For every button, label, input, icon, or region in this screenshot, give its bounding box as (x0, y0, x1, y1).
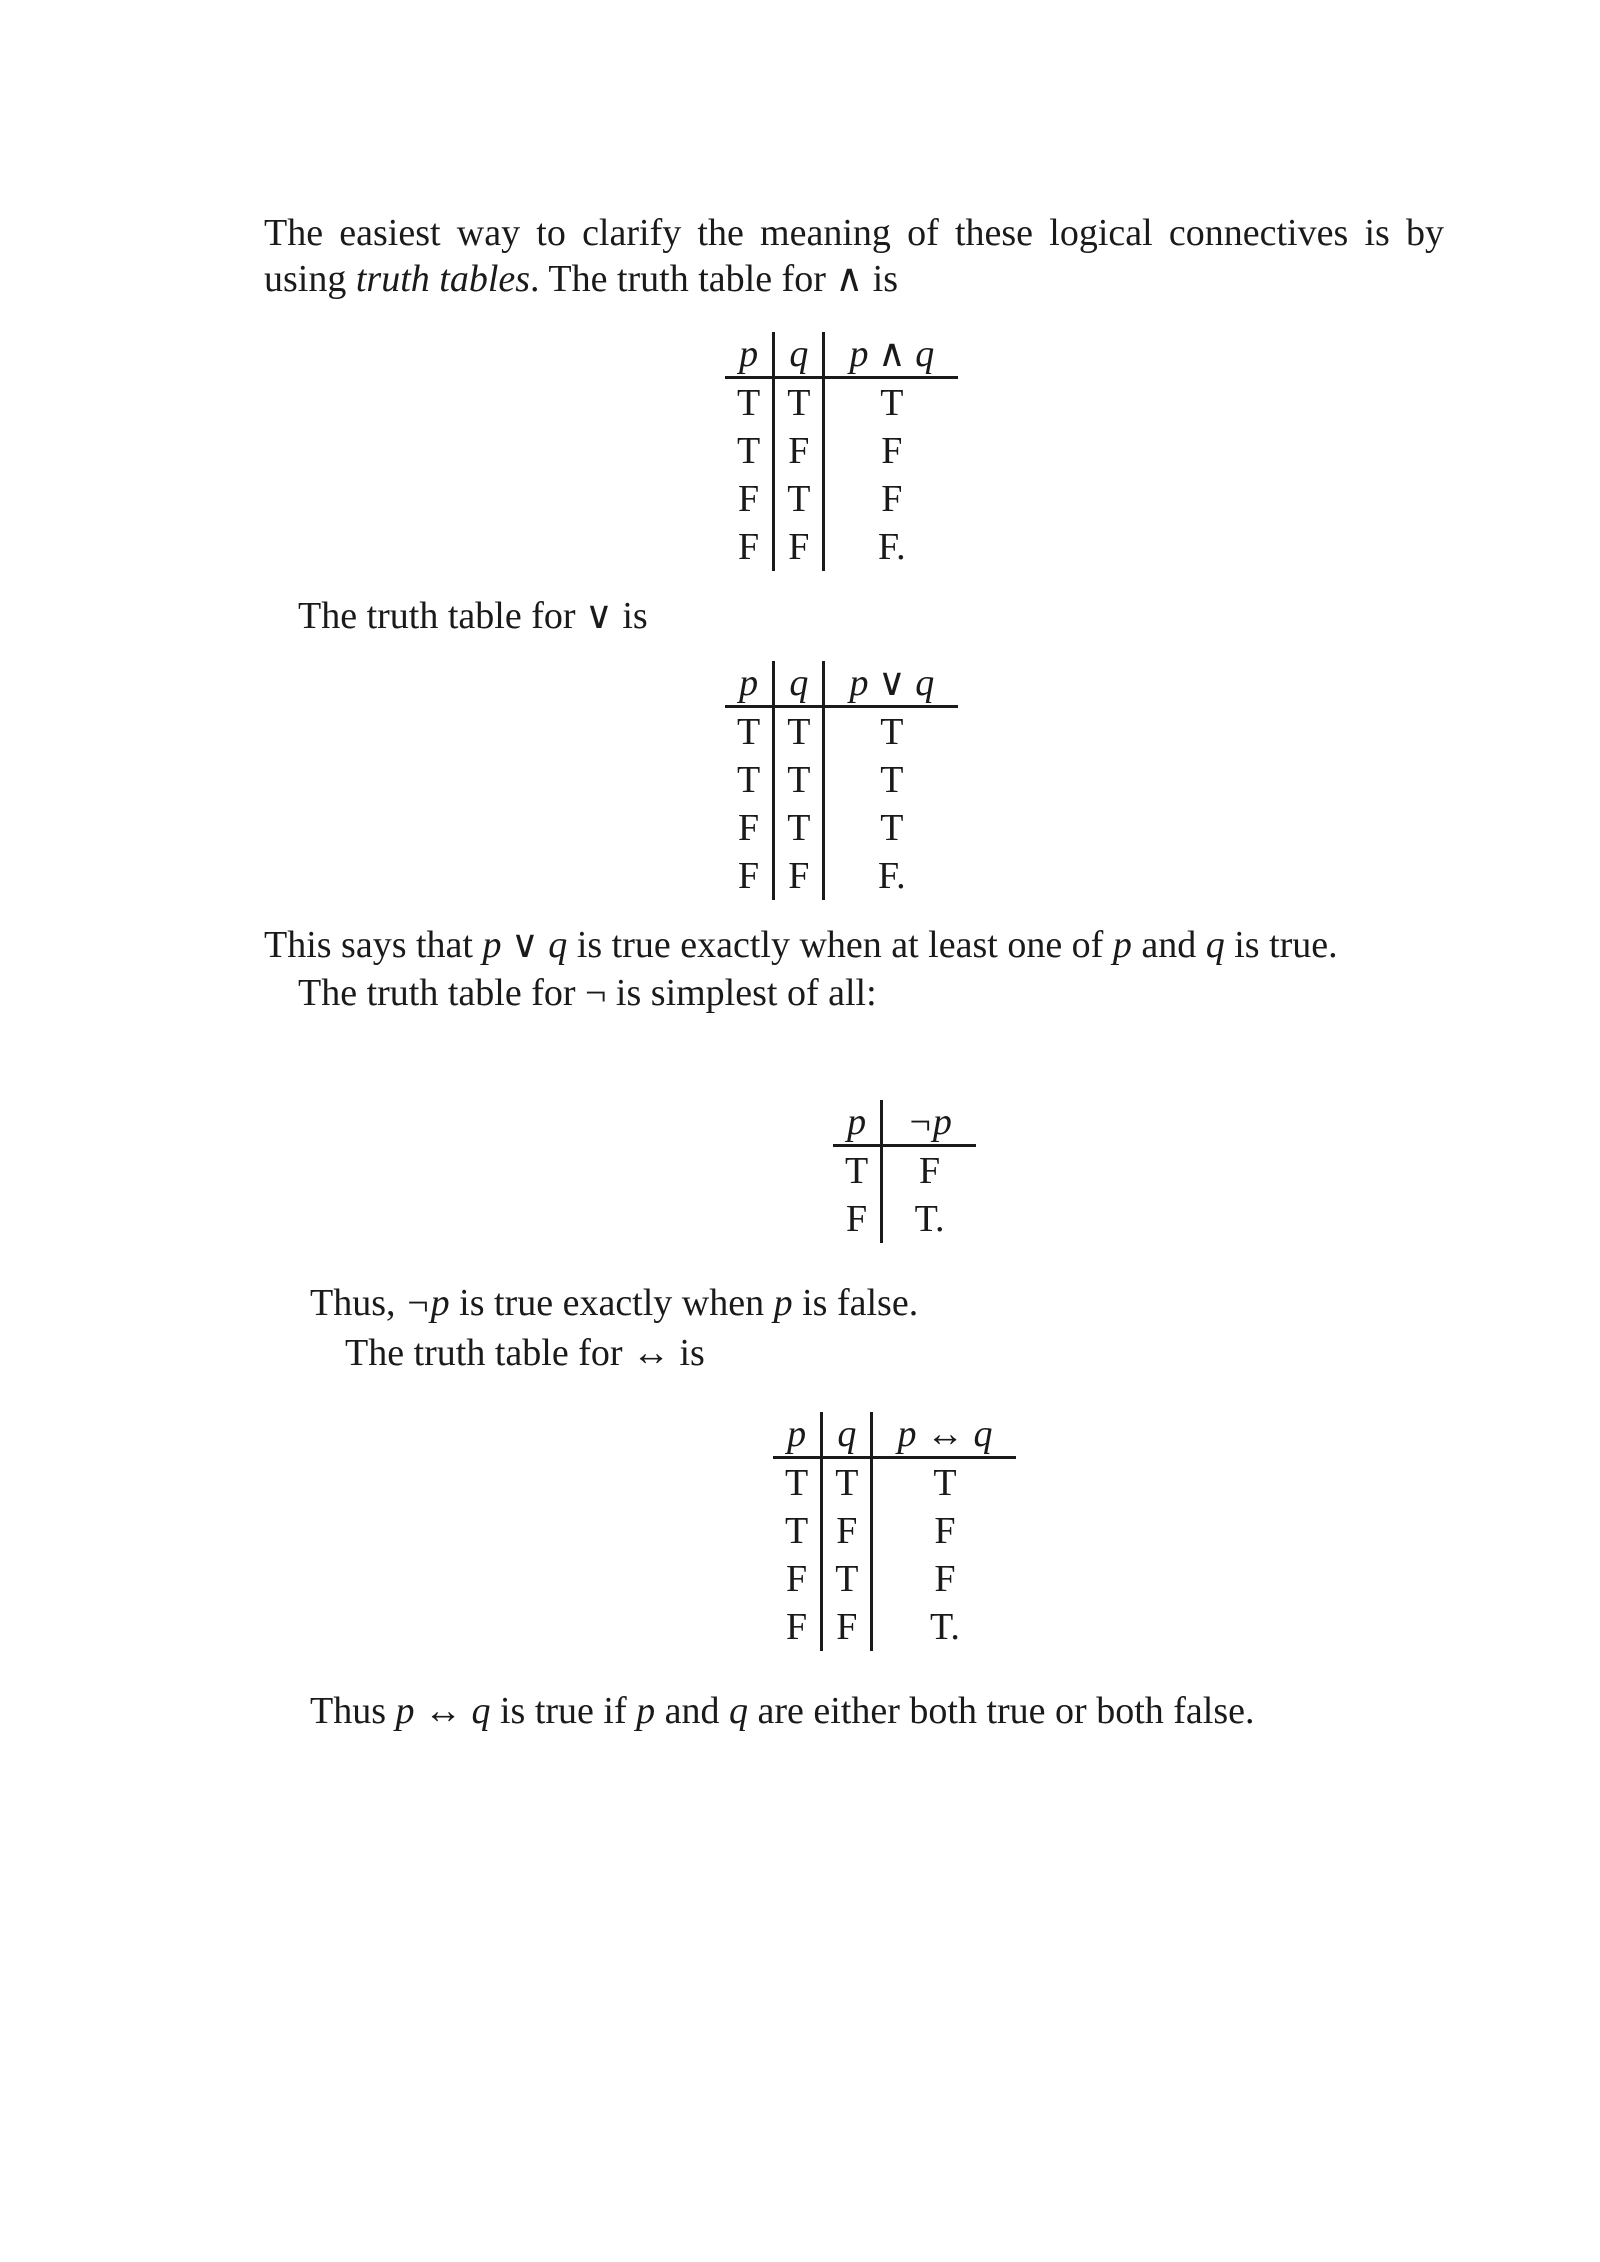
header-q: q (774, 332, 824, 378)
math-variable: q (1205, 924, 1225, 966)
table-header-row (833, 1100, 976, 1146)
table-row (833, 1195, 976, 1243)
table-cell: T. (872, 1603, 1017, 1651)
header-q: q (774, 661, 824, 707)
header-q: q (822, 1412, 872, 1458)
or-intro: The truth table for ∨ is (298, 595, 648, 637)
table-cell: F (822, 1603, 872, 1651)
text-run: is true if (490, 1690, 637, 1732)
table-cell: T (774, 475, 824, 523)
and-truth-table (725, 332, 958, 571)
table-cell: F (786, 1558, 808, 1600)
table-row (773, 1458, 1016, 1508)
table-row (725, 378, 958, 428)
table-cell: F (824, 475, 958, 523)
table-header-row (725, 661, 958, 707)
iff-truth-table (773, 1412, 1016, 1651)
table-cell: T (824, 707, 958, 757)
table-row (725, 804, 958, 852)
table-row (725, 523, 958, 571)
table-cell: F (774, 427, 824, 475)
or-truth-table (725, 661, 958, 900)
header-p-and-q: p ∧ q (824, 332, 958, 378)
table-cell: F (872, 1555, 1017, 1603)
table-header-row (725, 332, 958, 378)
text-run: are either both true or both false. (748, 1690, 1255, 1732)
table-cell: F (882, 1146, 976, 1196)
intro-line-2-post: . The truth table for ∧ is (530, 258, 899, 300)
header-p-or-q: p ∨ q (824, 661, 958, 707)
iff-intro: The truth table for ↔ is (345, 1332, 705, 1374)
table-cell: T (774, 756, 824, 804)
table-cell: T (737, 759, 761, 801)
table-cell: T (737, 430, 761, 472)
math-variable: p (636, 1690, 656, 1732)
not-explanation (310, 1280, 918, 1326)
text-run: This says that (264, 924, 483, 966)
math-expression: p ↔ q (395, 1690, 491, 1732)
table-cell: F (872, 1507, 1017, 1555)
text-run: and (655, 1690, 730, 1732)
table-cell: T (737, 382, 761, 424)
table-row (725, 475, 958, 523)
header-p: p (725, 332, 774, 378)
text-run: is false. (792, 1282, 919, 1324)
table-cell: F (846, 1198, 868, 1240)
table-row (773, 1603, 1016, 1651)
table-cell: T (824, 756, 958, 804)
table-cell: T (872, 1458, 1017, 1508)
table-cell: F (824, 427, 958, 475)
table-cell: F (774, 852, 824, 900)
intro-line-2-pre: using (264, 258, 356, 300)
math-expression: p ∨ q (482, 924, 568, 966)
table-cell: F (822, 1507, 872, 1555)
table-cell: F (738, 478, 760, 520)
table-cell: T (822, 1555, 872, 1603)
table-cell: F. (824, 852, 958, 900)
table-cell: T (785, 1510, 809, 1552)
math-expression: ¬p (405, 1282, 450, 1324)
table-cell: T (737, 711, 761, 753)
text-run: is true exactly when at least one of (567, 924, 1113, 966)
table-cell: F. (824, 523, 958, 571)
table-cell: T (824, 378, 958, 428)
header-not-p: ¬p (882, 1100, 976, 1146)
table-row (773, 1507, 1016, 1555)
table-cell: T. (882, 1195, 976, 1243)
header-p: p (833, 1100, 882, 1146)
table-row (725, 707, 958, 757)
table-cell: T (774, 804, 824, 852)
not-truth-table (833, 1100, 976, 1243)
intro-line-1: The easiest way to clarify the meaning of these logical connectives is by (264, 212, 1444, 254)
iff-explanation (310, 1688, 1254, 1734)
or-explanation (264, 922, 1338, 968)
table-cell: T (824, 804, 958, 852)
table-header-row (773, 1412, 1016, 1458)
table-cell: T (774, 378, 824, 428)
text-run: Thus, (310, 1282, 405, 1324)
math-variable: q (729, 1690, 749, 1732)
header-p: p (725, 661, 774, 707)
text-run: is true. (1224, 924, 1338, 966)
math-variable: p (1112, 924, 1132, 966)
table-row (725, 852, 958, 900)
not-intro: The truth table for ¬ is simplest of all: (298, 972, 877, 1014)
text-run: is true exactly when (449, 1282, 774, 1324)
math-variable: p (773, 1282, 793, 1324)
truth-tables-emphasis: truth tables (355, 258, 531, 300)
table-row (773, 1555, 1016, 1603)
intro-line-2 (264, 256, 898, 302)
header-p-iff-q: p ↔ q (872, 1412, 1017, 1458)
table-cell: T (785, 1462, 809, 1504)
table-cell: F (774, 523, 824, 571)
text-run: and (1131, 924, 1206, 966)
table-row (725, 756, 958, 804)
table-cell: T (774, 707, 824, 757)
table-cell: F (738, 855, 760, 897)
table-cell: F (738, 807, 760, 849)
header-p: p (773, 1412, 822, 1458)
table-cell: T (822, 1458, 872, 1508)
table-cell: F (738, 526, 760, 568)
table-row (725, 427, 958, 475)
text-run: Thus (310, 1690, 396, 1732)
table-cell: T (845, 1150, 869, 1192)
table-row (833, 1146, 976, 1196)
table-cell: F (786, 1606, 808, 1648)
